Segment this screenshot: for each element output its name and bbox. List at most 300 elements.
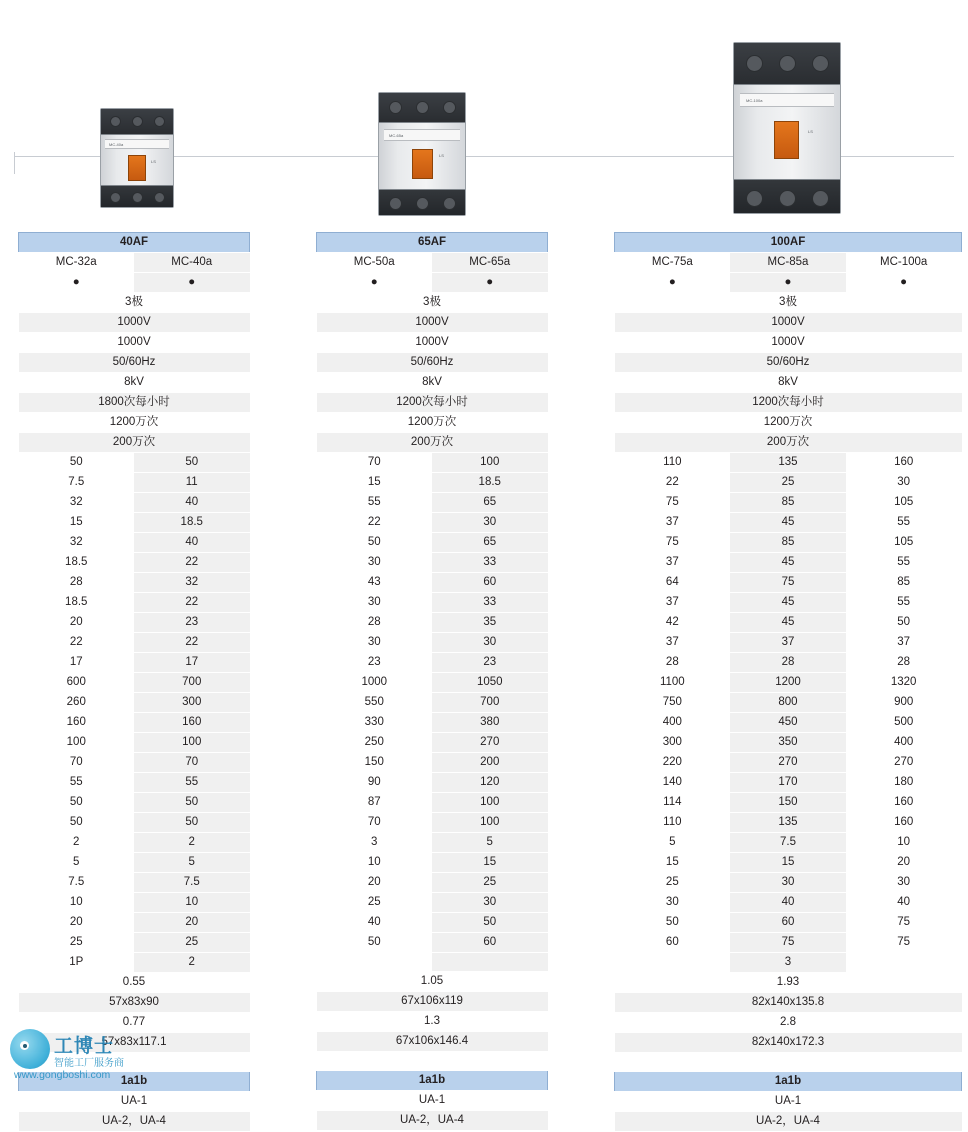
data-cell: 330 — [317, 713, 433, 733]
data-cell: 500 — [846, 713, 962, 733]
data-cell: 45 — [730, 513, 846, 533]
watermark-title: 工博士 — [54, 1036, 115, 1057]
row-gap — [615, 1053, 962, 1072]
data-cell: 7.5 — [730, 833, 846, 853]
data-row — [615, 713, 962, 733]
data-row — [19, 713, 250, 733]
aux-value: UA-1 — [615, 1092, 962, 1112]
data-row — [615, 513, 962, 533]
data-row — [615, 593, 962, 613]
data-cell: 170 — [730, 773, 846, 793]
frame-header-row — [317, 233, 548, 253]
data-cell: 70 — [134, 753, 250, 773]
data-cell: 30 — [730, 873, 846, 893]
row-gap-cell — [615, 1053, 962, 1072]
data-cell: 1000 — [317, 673, 433, 693]
data-cell: 22 — [134, 633, 250, 653]
common-spec-row — [317, 313, 548, 333]
data-cell: 30 — [615, 893, 731, 913]
model-name: MC-50a — [317, 253, 433, 273]
data-cell: 10 — [846, 833, 962, 853]
model-name: MC-100a — [846, 253, 962, 273]
data-cell: 37 — [846, 633, 962, 653]
data-cell: 64 — [615, 573, 731, 593]
data-cell: 30 — [432, 633, 548, 653]
common-spec-value: 3极 — [19, 293, 250, 313]
data-row — [317, 573, 548, 593]
baseline-rule-cap — [14, 152, 15, 174]
data-cell: 28 — [846, 653, 962, 673]
data-cell: 65 — [432, 533, 548, 553]
data-row — [19, 513, 250, 533]
data-row — [615, 473, 962, 493]
data-cell: 25 — [19, 933, 135, 953]
data-row — [19, 493, 250, 513]
data-cell: 20 — [846, 853, 962, 873]
common-spec-value: 1000V — [19, 313, 250, 333]
data-cell: 35 — [432, 613, 548, 633]
data-cell: 5 — [615, 833, 731, 853]
spec-table-100af-body — [615, 233, 962, 1132]
data-row — [615, 893, 962, 913]
data-row — [19, 913, 250, 933]
data-cell: 270 — [730, 753, 846, 773]
data-row — [317, 513, 548, 533]
data-cell: 5 — [19, 853, 135, 873]
dimension-row — [615, 1033, 962, 1053]
data-cell: 7.5 — [19, 473, 135, 493]
dimension-row — [19, 973, 250, 993]
data-cell: 33 — [432, 553, 548, 573]
watermark — [8, 1027, 248, 1085]
data-cell: 55 — [846, 513, 962, 533]
data-cell: 25 — [730, 473, 846, 493]
data-cell: 105 — [846, 533, 962, 553]
data-cell: 45 — [730, 613, 846, 633]
data-row — [317, 793, 548, 813]
data-cell: 15 — [19, 513, 135, 533]
data-cell: 15 — [317, 473, 433, 493]
data-cell: 3 — [730, 953, 846, 973]
data-cell: 60 — [615, 933, 731, 953]
aux-label: 1a1b — [317, 1071, 548, 1091]
availability-dot: ● — [730, 273, 846, 293]
row-gap — [317, 1052, 548, 1071]
data-cell: 32 — [19, 493, 135, 513]
data-cell: 40 — [317, 913, 433, 933]
data-row — [615, 953, 962, 973]
availability-row — [317, 273, 548, 293]
aux-label: 1a1b — [615, 1072, 962, 1092]
data-cell — [846, 953, 962, 973]
data-row — [317, 453, 548, 473]
data-cell: 75 — [615, 533, 731, 553]
data-cell: 25 — [134, 933, 250, 953]
data-cell: 22 — [19, 633, 135, 653]
spec-table-40af — [18, 232, 250, 1132]
dimension-row — [615, 993, 962, 1013]
data-cell: 50 — [134, 813, 250, 833]
data-row — [317, 673, 548, 693]
data-row — [19, 453, 250, 473]
data-cell: 150 — [317, 753, 433, 773]
data-cell: 22 — [134, 553, 250, 573]
common-spec-value: 1200万次 — [615, 413, 962, 433]
data-row — [19, 753, 250, 773]
data-cell: 100 — [432, 453, 548, 473]
data-cell: 40 — [134, 493, 250, 513]
data-cell: 15 — [615, 853, 731, 873]
aux-value: UA-1 — [317, 1091, 548, 1111]
frame-label: 40AF — [19, 233, 250, 253]
data-row — [615, 753, 962, 773]
data-row — [317, 493, 548, 513]
data-cell: 50 — [19, 793, 135, 813]
common-spec-value: 1000V — [19, 333, 250, 353]
availability-row — [19, 273, 250, 293]
watermark-url: www.gongboshi.com — [14, 1069, 111, 1081]
data-row — [19, 813, 250, 833]
data-cell: 40 — [846, 893, 962, 913]
row-gap-cell — [317, 1052, 548, 1071]
frame-header-row — [615, 233, 962, 253]
data-cell: 70 — [317, 453, 433, 473]
dimension-value: 57x83x90 — [19, 993, 250, 1013]
common-spec-row — [317, 353, 548, 373]
data-row — [317, 613, 548, 633]
data-cell: 55 — [134, 773, 250, 793]
data-cell: 45 — [730, 593, 846, 613]
common-spec-value: 200万次 — [317, 433, 548, 453]
data-cell: 90 — [317, 773, 433, 793]
dimension-value: 1.93 — [615, 973, 962, 993]
data-cell: 75 — [846, 913, 962, 933]
data-cell: 50 — [19, 453, 135, 473]
data-cell: 17 — [134, 653, 250, 673]
data-cell: 50 — [134, 793, 250, 813]
model-name: MC-75a — [615, 253, 731, 273]
spec-table-65af — [316, 232, 548, 1131]
data-row — [19, 633, 250, 653]
common-spec-row — [317, 333, 548, 353]
data-cell: 50 — [317, 933, 433, 953]
data-cell: 105 — [846, 493, 962, 513]
data-cell: 50 — [317, 533, 433, 553]
data-row — [19, 593, 250, 613]
data-row — [615, 533, 962, 553]
common-spec-row — [615, 373, 962, 393]
data-row — [615, 553, 962, 573]
data-cell: 800 — [730, 693, 846, 713]
data-cell: 70 — [317, 813, 433, 833]
data-row — [19, 553, 250, 573]
spec-table-40af-body — [19, 233, 250, 1132]
data-cell: 700 — [432, 693, 548, 713]
data-cell: 65 — [432, 493, 548, 513]
data-cell: 28 — [19, 573, 135, 593]
dimension-value: 0.77 — [19, 1013, 250, 1033]
aux-row — [615, 1092, 962, 1112]
model-row — [19, 253, 250, 273]
common-spec-row — [317, 393, 548, 413]
data-row — [19, 953, 250, 973]
dimension-row — [615, 1013, 962, 1033]
data-cell: 50 — [19, 813, 135, 833]
contactor-40af-image: MC-40a LS — [100, 108, 174, 208]
aux-value: UA-1 — [19, 1092, 250, 1112]
fish-logo-icon — [10, 1029, 50, 1069]
data-cell: 37 — [615, 633, 731, 653]
data-cell: 20 — [134, 913, 250, 933]
data-cell: 135 — [730, 813, 846, 833]
data-cell — [432, 953, 548, 972]
dimension-value: 1.05 — [317, 972, 548, 992]
data-cell: 25 — [432, 873, 548, 893]
data-cell: 75 — [615, 493, 731, 513]
spec-tables — [0, 232, 968, 1127]
common-spec-value: 50/60Hz — [317, 353, 548, 373]
data-row — [615, 833, 962, 853]
data-row — [615, 493, 962, 513]
common-spec-value: 1000V — [317, 313, 548, 333]
data-row — [615, 613, 962, 633]
frame-header-row — [19, 233, 250, 253]
data-cell: 550 — [317, 693, 433, 713]
data-cell — [615, 953, 731, 973]
data-row — [615, 653, 962, 673]
common-spec-value: 1000V — [615, 313, 962, 333]
data-cell: 25 — [615, 873, 731, 893]
data-cell: 37 — [615, 553, 731, 573]
common-spec-value: 200万次 — [615, 433, 962, 453]
common-spec-value: 8kV — [615, 373, 962, 393]
dimension-value: 82x140x172.3 — [615, 1033, 962, 1053]
data-cell: 120 — [432, 773, 548, 793]
data-cell: 5 — [134, 853, 250, 873]
data-cell: 160 — [846, 793, 962, 813]
dimension-row — [317, 972, 548, 992]
data-row — [615, 453, 962, 473]
dimension-row — [317, 1012, 548, 1032]
data-cell: 45 — [730, 553, 846, 573]
aux-row — [317, 1111, 548, 1131]
data-row — [615, 793, 962, 813]
data-row — [317, 733, 548, 753]
data-cell: 160 — [19, 713, 135, 733]
dimension-row — [317, 992, 548, 1012]
dimension-value: 57x83x117.1 — [19, 1033, 250, 1053]
data-row — [19, 933, 250, 953]
common-spec-row — [19, 353, 250, 373]
data-cell: 30 — [846, 473, 962, 493]
data-row — [317, 913, 548, 933]
data-cell: 400 — [846, 733, 962, 753]
data-row — [19, 733, 250, 753]
data-cell: 300 — [615, 733, 731, 753]
data-cell: 20 — [19, 613, 135, 633]
data-cell: 2 — [134, 953, 250, 973]
data-cell: 380 — [432, 713, 548, 733]
common-spec-value: 1000V — [317, 333, 548, 353]
data-cell: 75 — [730, 573, 846, 593]
aux-value: UA-2，UA-4 — [615, 1112, 962, 1132]
data-cell: 10 — [134, 893, 250, 913]
aux-row — [615, 1112, 962, 1132]
common-spec-row — [19, 333, 250, 353]
common-spec-row — [317, 373, 548, 393]
data-cell: 1100 — [615, 673, 731, 693]
data-cell: 50 — [432, 913, 548, 933]
data-row — [19, 693, 250, 713]
contactor-65af-image: MC-65a LS — [378, 92, 466, 216]
data-cell: 2 — [19, 833, 135, 853]
data-cell: 18.5 — [19, 553, 135, 573]
data-cell: 30 — [317, 633, 433, 653]
data-cell: 180 — [846, 773, 962, 793]
common-spec-value: 50/60Hz — [19, 353, 250, 373]
common-spec-value: 1200万次 — [19, 413, 250, 433]
data-row — [19, 853, 250, 873]
model-row — [615, 253, 962, 273]
contactor-100af-image: MC-100a LS — [733, 42, 841, 214]
data-cell: 30 — [317, 593, 433, 613]
dimension-value: 82x140x135.8 — [615, 993, 962, 1013]
spec-table-100af — [614, 232, 962, 1132]
data-row — [317, 833, 548, 853]
aux-value: UA-2，UA-4 — [19, 1112, 250, 1132]
data-cell: 5 — [432, 833, 548, 853]
data-cell: 10 — [317, 853, 433, 873]
model-name: MC-32a — [19, 253, 135, 273]
data-row — [19, 893, 250, 913]
data-cell: 7.5 — [19, 873, 135, 893]
data-cell: 37 — [615, 593, 731, 613]
common-spec-row — [317, 293, 548, 313]
data-cell: 18.5 — [134, 513, 250, 533]
common-spec-row — [615, 413, 962, 433]
data-row — [317, 933, 548, 953]
common-spec-row — [615, 333, 962, 353]
data-cell: 114 — [615, 793, 731, 813]
common-spec-row — [317, 433, 548, 453]
data-row — [317, 713, 548, 733]
data-cell: 18.5 — [432, 473, 548, 493]
data-cell: 23 — [134, 613, 250, 633]
data-cell: 55 — [846, 593, 962, 613]
data-cell: 70 — [19, 753, 135, 773]
data-row — [615, 933, 962, 953]
dimension-row — [317, 1032, 548, 1052]
data-cell: 20 — [19, 913, 135, 933]
dimension-row — [615, 973, 962, 993]
data-cell: 75 — [846, 933, 962, 953]
data-row — [19, 573, 250, 593]
data-cell: 135 — [730, 453, 846, 473]
data-row — [317, 853, 548, 873]
data-cell: 75 — [730, 933, 846, 953]
data-cell: 23 — [432, 653, 548, 673]
aux-value: UA-2，UA-4 — [317, 1111, 548, 1131]
common-spec-row — [19, 393, 250, 413]
data-cell: 43 — [317, 573, 433, 593]
common-spec-value: 200万次 — [19, 433, 250, 453]
data-row — [19, 613, 250, 633]
data-row — [615, 693, 962, 713]
data-row — [615, 573, 962, 593]
data-cell: 85 — [730, 533, 846, 553]
model-row — [317, 253, 548, 273]
data-cell: 750 — [615, 693, 731, 713]
data-cell: 20 — [317, 873, 433, 893]
common-spec-row — [615, 293, 962, 313]
data-cell — [317, 953, 433, 972]
aux-header-row — [317, 1071, 548, 1091]
data-cell: 42 — [615, 613, 731, 633]
data-cell: 55 — [317, 493, 433, 513]
data-row — [317, 653, 548, 673]
spec-group-65af — [316, 232, 548, 1131]
data-cell: 11 — [134, 473, 250, 493]
common-spec-row — [615, 433, 962, 453]
aux-row — [317, 1091, 548, 1111]
data-cell: 22 — [317, 513, 433, 533]
spec-group-100af — [614, 232, 962, 1132]
data-row — [615, 633, 962, 653]
data-row — [317, 753, 548, 773]
data-cell: 60 — [432, 573, 548, 593]
common-spec-value: 1200万次 — [317, 413, 548, 433]
spec-table-65af-body — [317, 233, 548, 1131]
common-spec-row — [19, 373, 250, 393]
data-cell: 10 — [19, 893, 135, 913]
data-row — [317, 893, 548, 913]
data-row — [317, 813, 548, 833]
data-row — [615, 913, 962, 933]
availability-dot: ● — [846, 273, 962, 293]
frame-label: 100AF — [615, 233, 962, 253]
data-cell: 50 — [846, 613, 962, 633]
data-row — [615, 773, 962, 793]
data-row — [19, 833, 250, 853]
common-spec-value: 1800次每小时 — [19, 393, 250, 413]
dimension-value: 2.8 — [615, 1013, 962, 1033]
data-cell: 1200 — [730, 673, 846, 693]
data-cell: 30 — [432, 513, 548, 533]
data-cell: 50 — [615, 913, 731, 933]
data-cell: 160 — [846, 453, 962, 473]
data-cell: 55 — [19, 773, 135, 793]
dimension-value: 0.55 — [19, 973, 250, 993]
data-cell: 60 — [730, 913, 846, 933]
data-cell: 1P — [19, 953, 135, 973]
aux-label: 1a1b — [19, 1072, 250, 1092]
common-spec-row — [615, 393, 962, 413]
dimension-value: 1.3 — [317, 1012, 548, 1032]
dimension-row — [19, 993, 250, 1013]
data-cell: 700 — [134, 673, 250, 693]
model-name: MC-65a — [432, 253, 548, 273]
aux-row — [19, 1092, 250, 1112]
dimension-value: 67x106x146.4 — [317, 1032, 548, 1052]
data-row — [317, 473, 548, 493]
data-cell: 85 — [846, 573, 962, 593]
data-cell: 100 — [134, 733, 250, 753]
product-image-band — [0, 0, 968, 232]
dimension-value: 67x106x119 — [317, 992, 548, 1012]
data-row — [615, 873, 962, 893]
data-cell: 23 — [317, 653, 433, 673]
data-row — [317, 953, 548, 972]
